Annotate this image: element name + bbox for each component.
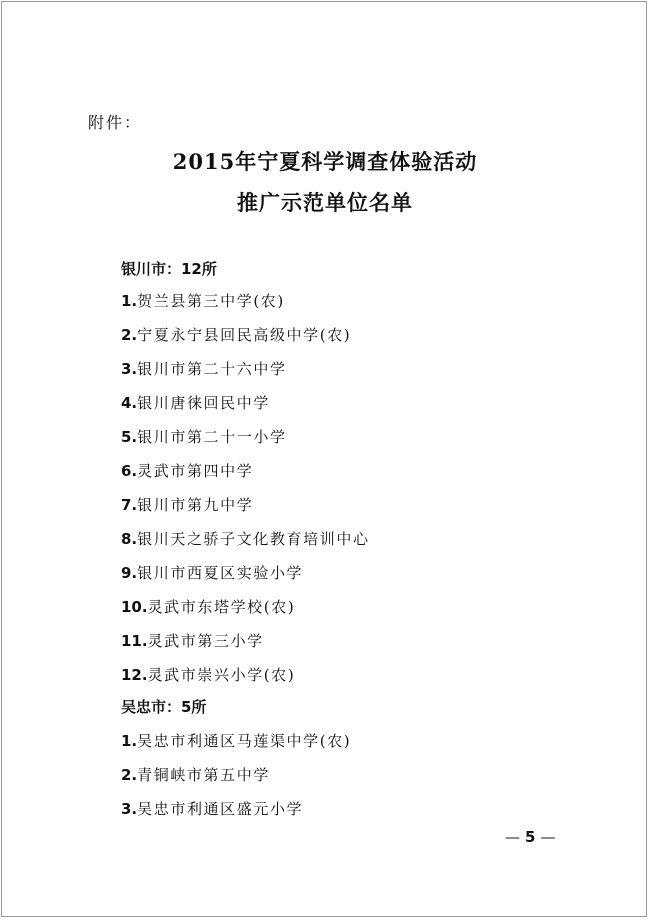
list-item bbox=[121, 426, 370, 460]
item-text: 灵武市第三小学 bbox=[147, 632, 264, 650]
item-number: 3. bbox=[121, 360, 138, 378]
item-number: 12. bbox=[121, 666, 148, 684]
attachment-label: 附件： bbox=[88, 113, 143, 132]
item-text: 灵武市崇兴小学(农) bbox=[147, 666, 296, 684]
item-text: 吴忠市利通区马莲渠中学(农) bbox=[137, 732, 352, 750]
page-number: 5 bbox=[525, 828, 536, 846]
footer-dash-right: — bbox=[540, 828, 556, 846]
list-item bbox=[121, 596, 370, 630]
list-item bbox=[121, 664, 370, 698]
list-item bbox=[121, 798, 351, 832]
item-number: 2. bbox=[121, 766, 138, 784]
list-item bbox=[121, 528, 370, 562]
item-text: 灵武市第四中学 bbox=[137, 462, 254, 480]
item-text: 银川天之骄子文化教育培训中心 bbox=[137, 530, 370, 548]
item-number: 5. bbox=[121, 428, 138, 446]
item-text: 宁夏永宁县回民高级中学(农) bbox=[137, 326, 352, 344]
item-number: 10. bbox=[121, 598, 148, 616]
list-yinchuan bbox=[121, 290, 370, 698]
item-text: 贺兰县第三中学(农) bbox=[137, 292, 285, 310]
section-header-wuzhong: 吴忠市：5所 bbox=[121, 698, 207, 716]
item-number: 1. bbox=[121, 292, 138, 310]
list-item bbox=[121, 358, 370, 392]
item-number: 11. bbox=[121, 632, 148, 650]
page-footer bbox=[505, 828, 555, 846]
item-number: 3. bbox=[121, 800, 138, 818]
item-text: 银川市西夏区实验小学 bbox=[137, 564, 304, 582]
item-text: 银川市第九中学 bbox=[137, 496, 254, 514]
document-title-line-1: 2015年宁夏科学调查体验活动 bbox=[172, 149, 478, 174]
list-item bbox=[121, 730, 351, 764]
list-item bbox=[121, 764, 351, 798]
list-item bbox=[121, 290, 370, 324]
document-title-line-2: 推广示范单位名单 bbox=[237, 190, 413, 215]
list-item bbox=[121, 324, 370, 358]
item-text: 吴忠市利通区盛元小学 bbox=[137, 800, 304, 818]
list-item bbox=[121, 494, 370, 528]
item-text: 青铜峡市第五中学 bbox=[137, 766, 270, 784]
item-number: 6. bbox=[121, 462, 138, 480]
section-header-yinchuan: 银川市：12所 bbox=[121, 260, 217, 278]
item-number: 9. bbox=[121, 564, 138, 582]
list-item bbox=[121, 392, 370, 426]
list-wuzhong bbox=[121, 730, 351, 832]
list-item bbox=[121, 630, 370, 664]
item-number: 8. bbox=[121, 530, 138, 548]
list-item bbox=[121, 562, 370, 596]
item-text: 灵武市东塔学校(农) bbox=[147, 598, 296, 616]
item-number: 7. bbox=[121, 496, 138, 514]
list-item bbox=[121, 460, 370, 494]
item-number: 1. bbox=[121, 732, 138, 750]
item-text: 银川唐徕回民中学 bbox=[137, 394, 270, 412]
footer-dash-left: — bbox=[505, 828, 520, 846]
item-text: 银川市第二十一小学 bbox=[137, 428, 287, 446]
item-number: 4. bbox=[121, 394, 138, 412]
item-number: 2. bbox=[121, 326, 138, 344]
item-text: 银川市第二十六中学 bbox=[137, 360, 287, 378]
